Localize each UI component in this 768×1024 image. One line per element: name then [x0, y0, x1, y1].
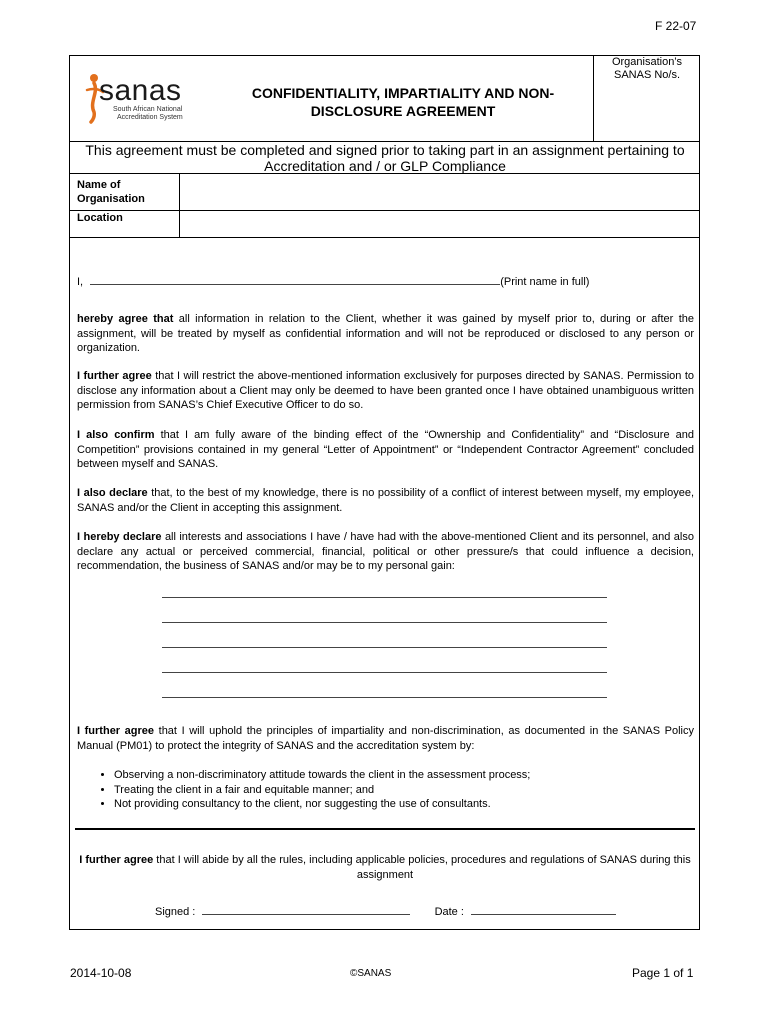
section-divider	[75, 828, 695, 830]
list-item: • Observing a non-discriminatory attitude towards the client in the assessment process;	[114, 768, 674, 783]
org-sanas-no-label: Organisation’s SANAS No/s.	[611, 56, 683, 81]
paragraph-lead: I also declare	[77, 487, 148, 499]
paragraph-lead: I also confirm	[77, 429, 155, 441]
declaration-line-3[interactable]	[162, 647, 607, 648]
paragraph-confidentiality	[77, 312, 694, 356]
print-name-line	[77, 274, 589, 288]
name-row-rule	[70, 210, 700, 211]
field-label-divider	[179, 173, 180, 237]
list-item: • Treating the client in a fair and equitable manner; and	[114, 783, 674, 798]
paragraph-impartiality	[77, 724, 694, 753]
declaration-line-2[interactable]	[162, 622, 607, 623]
print-name-field[interactable]	[90, 274, 500, 285]
paragraph-lead: I further agree	[77, 370, 152, 382]
print-name-prefix: I,	[77, 276, 84, 288]
paragraph-restriction	[77, 369, 694, 413]
declaration-line-5[interactable]	[162, 697, 607, 698]
page-title: CONFIDENTIALITY, IMPARTIALITY AND NON-DISCLOSURE AGREEMENT	[251, 85, 555, 119]
footer-date: 2014-10-08	[70, 966, 132, 980]
name-of-organisation-field[interactable]	[181, 175, 698, 209]
paragraph-conflict	[77, 486, 694, 515]
signed-label: Signed :	[155, 906, 196, 918]
sanas-logo	[85, 72, 215, 124]
location-label: Location	[77, 212, 123, 224]
paragraph-text: all information in relation to the Client, whether it was gained by myself prior to, during or after the assignment, will be treated by myself as confidential information and will not be reproduced or disclosed to any person or organization.	[77, 313, 695, 355]
paragraph-lead: hereby agree that	[77, 313, 174, 325]
page-number: Page 1 of 1	[632, 966, 694, 980]
intro-text: This agreement must be completed and signed prior to taking part in an assignment pertaining to Accreditation and / or GLP Compliance	[85, 142, 685, 174]
location-row-rule	[70, 237, 700, 238]
paragraph-confirm	[77, 428, 694, 472]
paragraph-interests	[77, 530, 694, 574]
date-field[interactable]	[471, 904, 616, 915]
declaration-line-4[interactable]	[162, 672, 607, 673]
final-agreement	[70, 853, 700, 882]
paragraph-text: that, to the best of my knowledge, there is no possibility of a conflict of interest between myself, my employee, SANAS and/or the Client in accepting this assignment.	[77, 487, 694, 514]
print-name-suffix: (Print name in full)	[500, 276, 590, 288]
logo-tagline-2: Accreditation System	[117, 114, 183, 121]
impartiality-list	[88, 768, 674, 812]
paragraph-lead: I hereby declare	[77, 531, 162, 543]
signature-row	[155, 904, 616, 918]
final-lead: I further agree	[79, 854, 154, 866]
paragraph-text: that I will uphold the principles of impartiality and non-discrimination, as documented in the SANAS Policy Manual (PM01) to protect the integrity of SANAS and the accreditation system by:	[77, 725, 695, 752]
logo-tagline-1: South African National	[113, 106, 183, 113]
declaration-line-1[interactable]	[162, 597, 607, 598]
location-field[interactable]	[181, 212, 698, 236]
paragraph-lead: I further agree	[77, 725, 155, 737]
paragraph-text: all interests and associations I have / have had with the above-mentioned Client and its personnel, and also declare any actual or perceived commercial, financial, political or other pressure/s that could influence a decision, recommendation, the business of SANAS and/or may be to my personal gain:	[77, 531, 694, 573]
list-item: • Not providing consultancy to the client, nor suggesting the use of consultants.	[114, 797, 674, 812]
name-of-organisation-label: Name of Organisation	[77, 179, 145, 205]
paragraph-text: that I am fully aware of the binding effect of the “Ownership and Confidentiality” and “Disclosure and Competition” provisions contained in my general “Letter of Appointment” or “Independent Contractor Agreement” concluded between myself and SANAS.	[77, 429, 694, 471]
paragraph-text: that I will restrict the above-mentioned information exclusively for purposes directed by SANAS. Permission to disclose any information about a Client may only be deemed to have been granted once I have obtained unambiguous written permission from SANAS’s Chief Executive Officer to do so.	[77, 370, 694, 412]
final-text: that I will abide by all the rules, including applicable policies, procedures and regulations of SANAS during this assignment	[153, 854, 691, 881]
signature-field[interactable]	[202, 904, 410, 915]
document-code: F 22-07	[655, 19, 697, 33]
date-label: Date :	[434, 906, 464, 918]
footer-copyright: ©SANAS	[350, 968, 392, 979]
logo-wordmark: sanas	[99, 74, 182, 107]
